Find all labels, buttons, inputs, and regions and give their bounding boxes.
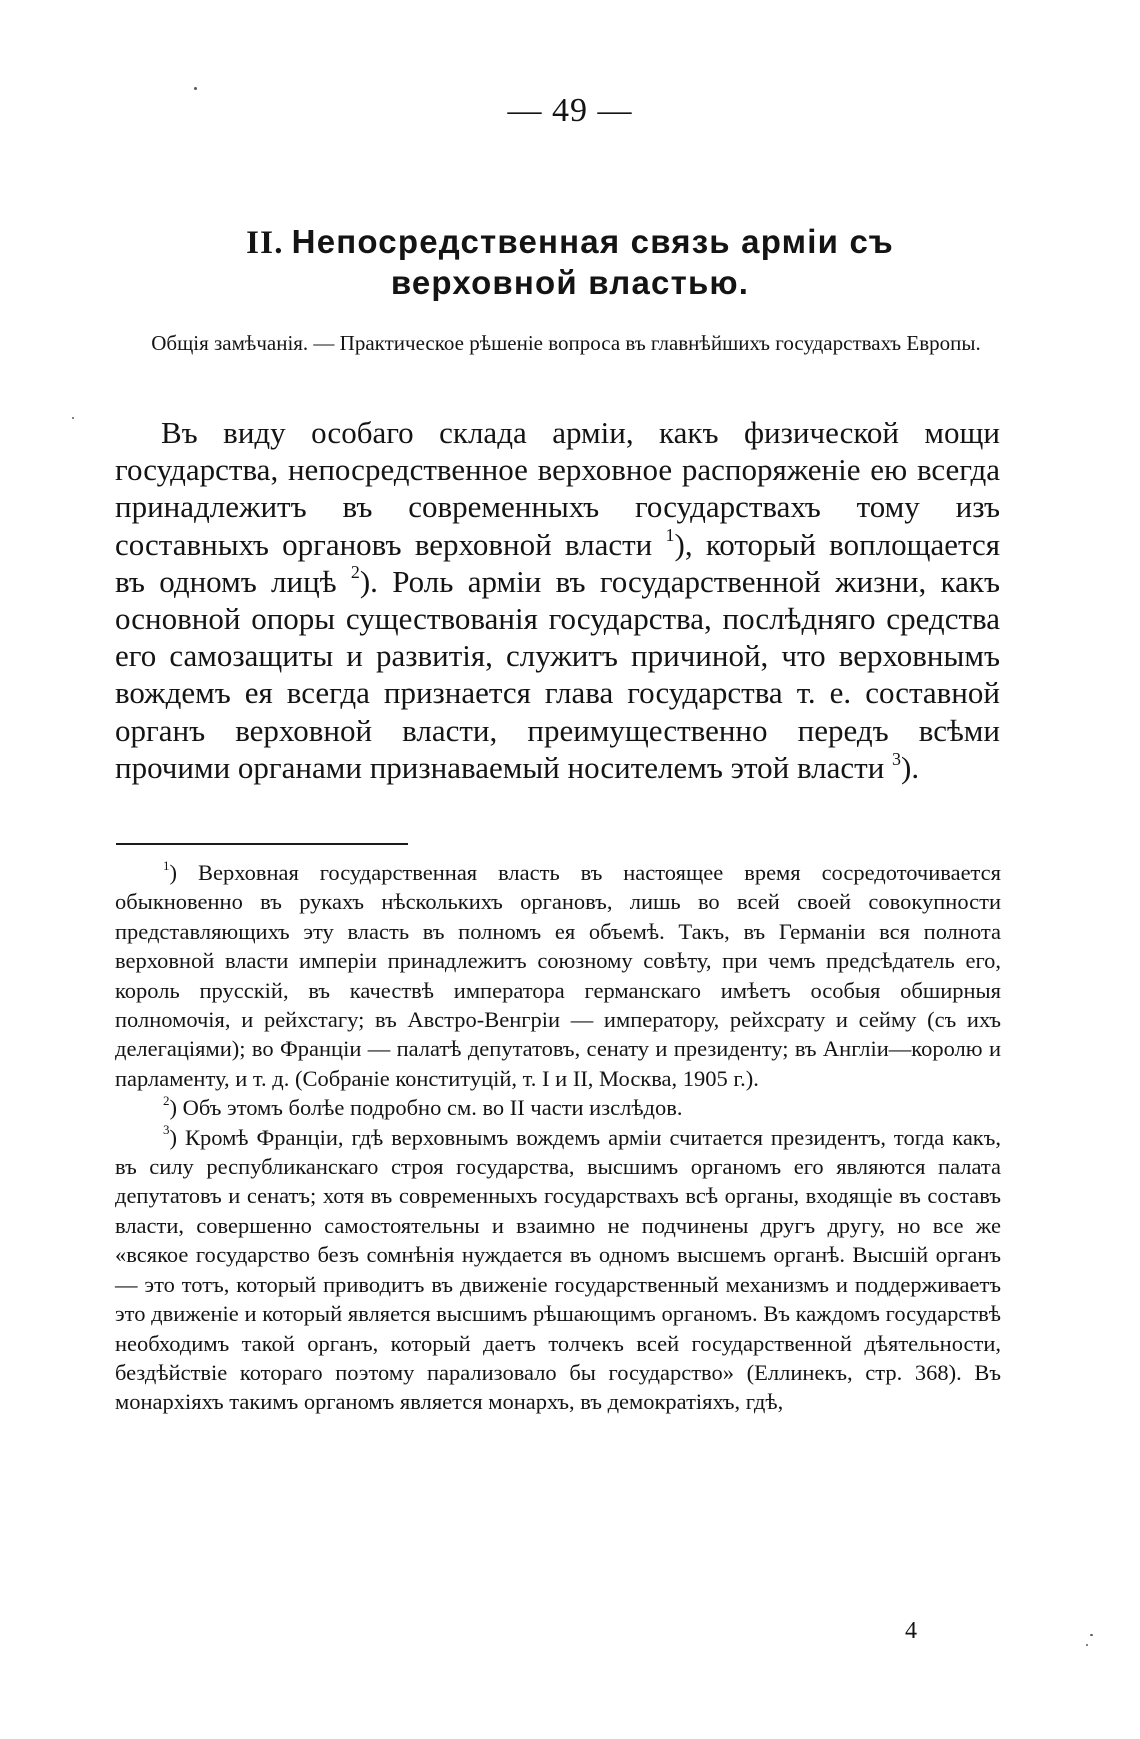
footnote-1 [115, 858, 1001, 1093]
signature-mark: 4 [905, 1618, 917, 1644]
footnotes [115, 858, 1001, 1417]
main-paragraph [115, 414, 1000, 786]
footnote-3 [115, 1123, 1001, 1417]
chapter-subtitle: Общія замѣчанія. — Практическое рѣшеніе вопроса въ главнѣйшихъ государствахъ Европы. [151, 331, 981, 355]
print-speck [1086, 1644, 1088, 1646]
chapter-numeral: II. [246, 225, 284, 261]
main-text-part-3: ). Роль арміи въ государственной жизни, какъ основной опоры существованія государства, послѣдняго средства его самозащиты и развитія, служитъ причиной, что верховнымъ вождемъ ея всегда признается глава государства т. е. составной органъ верховной власти, преимущественно передъ всѣми прочими органами признаваемый носителемъ этой власти [115, 563, 1000, 785]
footnote-divider [116, 843, 408, 845]
footnote-mark-2: 2 [163, 1092, 170, 1108]
footnote-text-3: ) Кромѣ Франціи, гдѣ верховнымъ вождемъ арміи считается президентъ, тогда какъ, въ силу республиканскаго строя государства, высшимъ органомъ его являются палата депутатовъ и сенатъ; хотя въ современныхъ государствахъ всѣ органы, входящіе въ составъ власти, совершенно самостоятельны и взаимно не подчинены другъ другу, но все же «всякое государство безъ сомнѣнія нуждается въ одномъ высшемъ органѣ. Высшій органъ — это тотъ, который приводитъ въ движеніе государственный механизмъ и поддерживаетъ это движеніе и который является высшимъ рѣшающимъ органомъ. Въ каждомъ государствѣ необходимъ такой органъ, который даетъ толчекъ всей государственной дѣятельности, бездѣйствіе котораго поэтому парализовало бы государство» (Еллинекъ, стр. 368). Въ монархіяхъ такимъ органомъ является монархъ, въ демократіяхъ, гдѣ, [115, 1124, 1001, 1415]
print-speck [1090, 1634, 1093, 1636]
footnote-ref-3: 3 [892, 748, 902, 769]
footnote-ref-2: 2 [350, 562, 360, 583]
main-text-part-4: ). [901, 749, 920, 785]
print-speck [194, 87, 197, 90]
print-speck [72, 417, 74, 419]
page-number: — 49 — [507, 92, 633, 129]
main-text [115, 414, 1000, 786]
footnote-mark-3: 3 [163, 1122, 170, 1138]
footnote-ref-1: 1 [665, 525, 675, 546]
main-text-part-1: Въ виду особаго склада арміи, какъ физической мощи государства, непосредственное верховное распоряженіе ею всегда принадлежитъ въ современныхъ государствахъ тому изъ составныхъ органовъ верховной власти [115, 415, 1000, 562]
chapter-title [150, 222, 990, 303]
main-text-part-2: ), который воплощается въ одномъ лицѣ [115, 526, 1001, 599]
footnote-text-2: ) Объ этомъ болѣе подробно см. во II части изслѣдов. [169, 1095, 683, 1121]
footnote-2 [115, 1093, 1001, 1122]
footnote-text-1: ) Верховная государственная власть въ настоящее время сосредоточивается обыкновенно въ рукахъ нѣсколькихъ органовъ, лишь во всей своей совокупности представляющихъ эту власть въ полномъ ея объемѣ. Такъ, въ Германіи вся полнота верховной власти имперіи принадлежитъ союзному совѣту, при чемъ предсѣдатель его, король прусскій, въ качествѣ императора германскаго имѣетъ особыя обширныя полномочія, и рейхстагу; въ Австро-Венгріи — императору, рейхсрату и сейму (съ ихъ делегаціями); во Франціи — палатѣ депутатовъ, сенату и президенту; въ Англіи—королю и парламенту, и т. д. (Собраніе конституцій, т. I и II, Москва, 1905 г.). [115, 860, 1001, 1091]
chapter-title-text: Непосредственная связь арміи съ верховной властью. [291, 223, 894, 301]
footnote-mark-1: 1 [163, 857, 170, 873]
